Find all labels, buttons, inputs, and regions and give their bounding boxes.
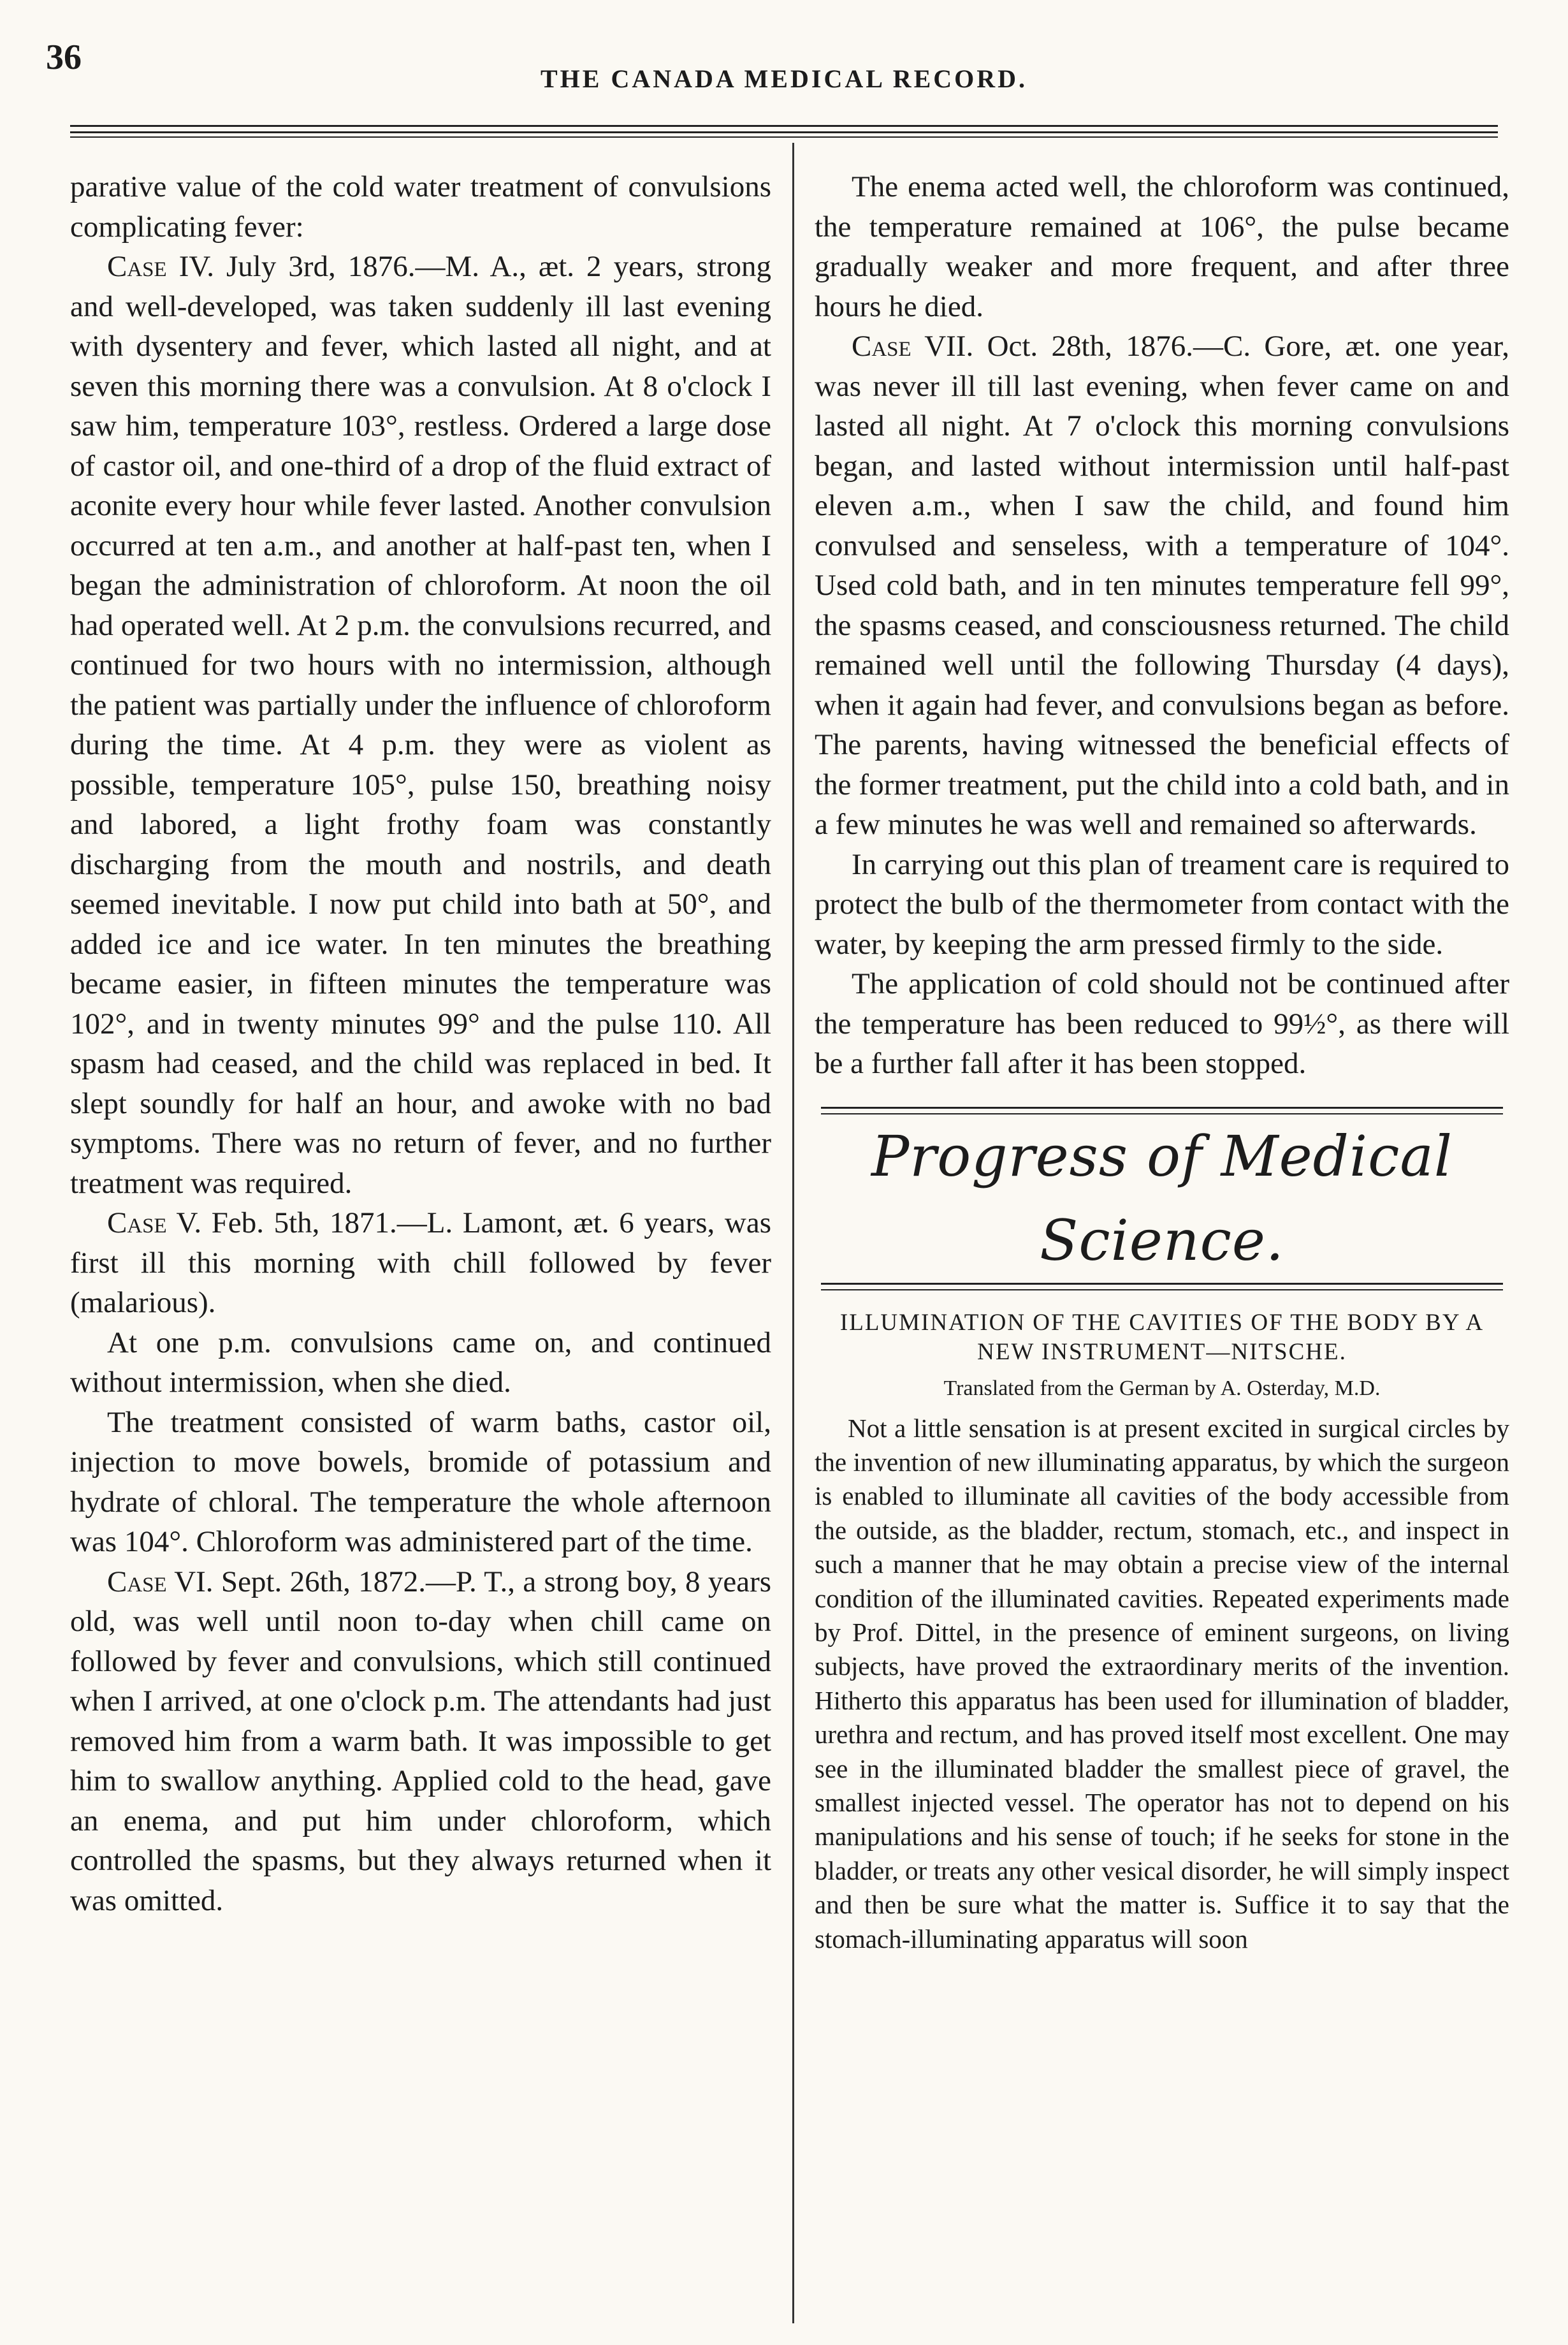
case-text: July 3rd, 1876.—M. A., æt. 2 years, strong and well-developed, was taken suddenly ill last evening with dysentery and fever, which lasted all night, and at seven this morning there was a convulsion. At 8 o'clock I saw him, temperature 103°, restless. Ordered a large dose of castor oil, and one-third of a drop of the fluid extract of aconite every hour while fever lasted. Another convulsion occurred at ten a.m., and another at half-past ten, when I began the administration of chloroform. At noon the oil had operated well. At 2 p.m. the convulsions recurred, and continued for two hours with no intermission, although the patient was partially under the influence of chloroform during the time. At 4 p.m. they were as violent as possible, temperature 105°, pulse 150, breathing noisy and labored, a light frothy foam was constantly discharging from the mouth and nostrils, and death seemed inevitable. I now put child into bath at 50°, and added ice and ice water. In ten minutes the breathing became easier, in fifteen minutes the temperature was 102°, and in twenty minutes 99° and the pulse 110. All spasm had ceased, and the child was replaced in bed. It slept soundly for half an hour, and awoke with no bad symptoms. There was no return of fever, and no further treatment was required. xyxy=(70,250,771,1200)
column-divider xyxy=(792,143,794,2323)
section-banner: Progress of Medical Science. xyxy=(871,1123,1453,1273)
case-label: Case VI. xyxy=(107,1565,214,1598)
running-head: THE CANADA MEDICAL RECORD. xyxy=(540,64,1028,93)
case-label: Case VII. xyxy=(852,330,974,363)
header-rule xyxy=(70,136,1498,138)
case-text: Oct. 28th, 1876.—C. Gore, æt. one year, was never ill till last evening, when fever came on and lasted all night. At 7 o'clock this morning convulsions began, and lasted without intermission until half-past eleven a.m., when I saw the child, and found him convulsed and senseless, with a temperature of 104°. Used cold bath, and in ten minutes temperature fell 99°, the spasms ceased, and consciousness returned. The child remained well until the following Thursday (4 days), when it again had fever, and convulsions began as before. The parents, having witnessed the beneficial effects of the former treatment, put the child into a cold bath, and in a few minutes he was well and remained so afterwards. xyxy=(815,330,1509,841)
case-text: Sept. 26th, 1872.—P. T., a strong boy, 8 years old, was well until noon to-day when chill came on followed by fever and convulsions, which still continued when I arrived, at one o'clock p.m. The attendants had just removed him from a warm bath. It was impossible to get him to swallow anything. Applied cold to the head, gave an enema, and put him under chloroform, which controlled the spasms, but they always returned when it was omitted. xyxy=(70,1565,772,1917)
case-paragraph xyxy=(815,326,1509,845)
section-rule xyxy=(821,1107,1503,1109)
paragraph: In carrying out this plan of treament care is required to protect the bulb of the thermometer from contact with the water, by keeping the arm pressed firmly to the side. xyxy=(815,847,1509,961)
paragraph: The enema acted well, the chloroform was continued, the temperature remained at 106°, the pulse became gradually weaker and more frequent, and after three hours he died. xyxy=(815,170,1509,323)
case-text: Feb. 5th, 1871.—L. Lamont, æt. 6 years, was first ill this morning with chill followed by fever (malarious). xyxy=(70,1206,771,1319)
header-rule xyxy=(70,131,1498,133)
case-paragraph xyxy=(70,1203,771,1323)
section-rule xyxy=(821,1283,1503,1285)
left-column xyxy=(70,167,771,1920)
byline: Translated from the German by A. Osterday, M.D. xyxy=(943,1376,1381,1400)
case-paragraph xyxy=(70,1562,771,1921)
case-label: Case IV. xyxy=(107,250,214,283)
paragraph: parative value of the cold water treatment of convulsions complicating fever: xyxy=(70,170,771,244)
page-number: 36 xyxy=(46,38,82,77)
paragraph: The application of cold should not be continued after the temperature has been reduced to 99½°, as there will be a further fall after it has been stopped. xyxy=(815,967,1509,1080)
right-column xyxy=(815,167,1509,1956)
paragraph: At one p.m. convulsions came on, and continued without intermission, when she died. xyxy=(70,1326,771,1399)
case-paragraph xyxy=(70,247,771,1203)
article-title: ILLUMINATION OF THE CAVITIES OF THE BODY BY A NEW INSTRUMENT—NITSCHE. xyxy=(839,1309,1485,1365)
article-body: Not a little sensation is at present excited in surgical circles by the invention of new illuminating apparatus, by which the surgeon is enabled to illuminate all cavities of the body accessible from the outside, as the bladder, rectum, stomach, etc., and inspect in such a manner that he may obtain a precise view of the internal condition of the illuminated cavities. Repeated experiments made by Prof. Dittel, in the presence of eminent surgeons, on living subjects, have proved the extraordinary merits of the invention. Hitherto this apparatus has been used for illumination of bladder, urethra and rectum, and has proved itself most excellent. One may see in the illuminated bladder the smallest piece of gravel, the smallest injected vessel. The operator has not to depend on his manipulations and his sense of touch; if he seeks for stone in the bladder, or treats any other vesical disorder, he will simply inspect and then be sure what the matter is. Suffice it to say that the stomach-illuminating apparatus will soon xyxy=(815,1413,1509,1954)
case-label: Case V. xyxy=(107,1206,202,1239)
header-rule xyxy=(70,125,1498,127)
paragraph: The treatment consisted of warm baths, castor oil, injection to move bowels, bromide of potassium and hydrate of chloral. The temperature the whole afternoon was 104°. Chloroform was administered part of the time. xyxy=(70,1405,771,1558)
